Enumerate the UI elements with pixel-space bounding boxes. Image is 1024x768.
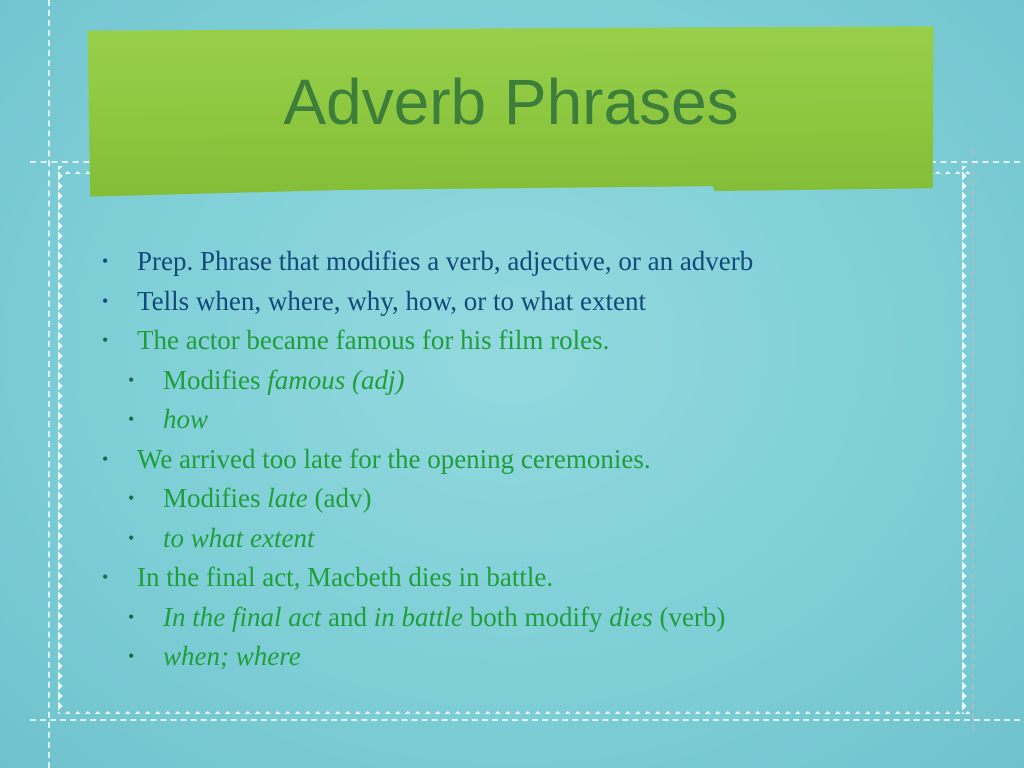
- bullet-text: In the final act, Macbeth dies in battle.: [137, 562, 554, 592]
- sub-bullet-item: [100, 479, 960, 519]
- frame-bottom-border: [58, 706, 970, 714]
- bullet-text: Modifies: [163, 483, 268, 513]
- bullet-list: [100, 242, 960, 677]
- bullet-text: both modify: [462, 601, 610, 632]
- bullet-text: (verb): [652, 601, 726, 632]
- bullet-text-italic: famous (adj): [267, 364, 405, 395]
- sub-bullet-item: [100, 361, 960, 401]
- bullet-dot-icon: •: [102, 448, 109, 469]
- bullet-text-italic: when; where: [163, 641, 301, 671]
- bullet-text: The actor became famous for his film roles.: [137, 325, 610, 355]
- bullet-text: Prep. Phrase that modifies a verb, adjective, or an adverb: [137, 246, 754, 276]
- bullet-text-italic: dies: [609, 601, 653, 632]
- bullet-dot-icon: •: [128, 606, 135, 627]
- bullet-text: (adv): [307, 483, 372, 513]
- bullet-text-italic: how: [163, 404, 209, 434]
- bullet-dot-icon: •: [102, 290, 109, 311]
- bullet-dot-icon: •: [102, 251, 109, 271]
- bullet-text: Modifies: [163, 364, 268, 395]
- left-stitch-line: [48, 0, 50, 768]
- bottom-stitch-line: [30, 719, 1020, 721]
- bullet-item: [100, 321, 960, 361]
- bullet-text-italic: in battle: [373, 601, 463, 632]
- bullet-text: and: [321, 601, 374, 632]
- frame-left-border: [58, 166, 66, 714]
- bullet-dot-icon: •: [128, 409, 135, 429]
- bullet-item: [100, 242, 960, 282]
- sub-bullet-item: [100, 598, 960, 638]
- bullet-dot-icon: •: [102, 330, 109, 350]
- slide-title: Adverb Phrases: [283, 66, 739, 138]
- bullet-text-italic: In the final act: [163, 601, 322, 632]
- bullet-dot-icon: •: [128, 488, 135, 508]
- bullet-text-italic: to what extent: [163, 522, 315, 553]
- sub-bullet-item: [100, 519, 960, 559]
- frame-right-border: [962, 166, 970, 714]
- bullet-dot-icon: •: [128, 646, 135, 666]
- bullet-item: [100, 558, 960, 598]
- sub-bullet-item: [100, 637, 960, 677]
- bullet-dot-icon: •: [128, 369, 135, 390]
- top-left-stitch-line: [30, 161, 100, 163]
- bullet-text: We arrived too late for the opening ceremonies.: [137, 443, 651, 474]
- bullet-dot-icon: •: [102, 567, 109, 587]
- bullet-dot-icon: •: [128, 527, 135, 548]
- bullet-text-italic: late: [267, 483, 308, 513]
- sub-bullet-item: [100, 400, 960, 440]
- bullet-item: [100, 440, 960, 480]
- top-right-stitch-line: [930, 161, 1020, 163]
- bullet-text: Tells when, where, why, how, or to what extent: [137, 285, 646, 316]
- right-stitch-line: [972, 150, 974, 730]
- bullet-item: [100, 282, 960, 322]
